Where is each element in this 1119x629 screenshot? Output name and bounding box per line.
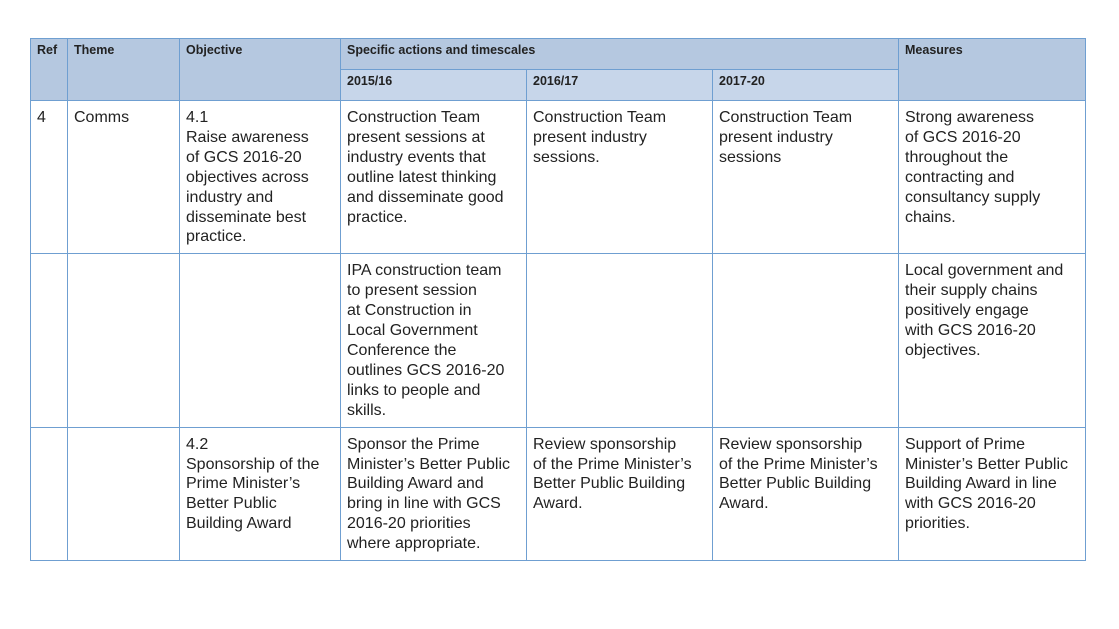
cell-action-2016-17: Review sponsorship of the Prime Minister’s Better Public Building Award. xyxy=(527,427,713,560)
header-theme: Theme xyxy=(68,39,180,101)
table-row xyxy=(31,101,1086,254)
table-row xyxy=(31,254,1086,427)
cell-action-2015-16: Construction Team present sessions at industry events that outline latest thinking and disseminate good practice. xyxy=(341,101,527,254)
cell-ref: 4 xyxy=(31,101,68,254)
cell-action-2016-17: Construction Team present industry sessions. xyxy=(527,101,713,254)
cell-objective: 4.1 Raise awareness of GCS 2016-20 objectives across industry and disseminate best practice. xyxy=(180,101,341,254)
cell-measures: Strong awareness of GCS 2016-20 throughout the contracting and consultancy supply chains. xyxy=(899,101,1086,254)
header-period-2017-20: 2017-20 xyxy=(713,70,899,101)
cell-action-2015-16: IPA construction team to present session at Construction in Local Government Conference the outlines GCS 2016-20 links to people and skills. xyxy=(341,254,527,427)
cell-measures: Support of Prime Minister’s Better Public Building Award in line with GCS 2016-20 priorities. xyxy=(899,427,1086,560)
cell-action-2015-16: Sponsor the Prime Minister’s Better Public Building Award and bring in line with GCS 2016-20 priorities where appropriate. xyxy=(341,427,527,560)
cell-action-2017-20: Construction Team present industry sessions xyxy=(713,101,899,254)
table-row xyxy=(31,427,1086,560)
table-header xyxy=(31,39,1086,101)
cell-theme xyxy=(68,254,180,427)
objectives-table xyxy=(30,38,1086,561)
cell-objective xyxy=(180,254,341,427)
header-measures: Measures xyxy=(899,39,1086,101)
cell-action-2016-17 xyxy=(527,254,713,427)
header-period-2016-17: 2016/17 xyxy=(527,70,713,101)
cell-objective: 4.2 Sponsorship of the Prime Minister’s Better Public Building Award xyxy=(180,427,341,560)
cell-ref xyxy=(31,427,68,560)
cell-theme xyxy=(68,427,180,560)
cell-measures: Local government and their supply chains positively engage with GCS 2016-20 objectives. xyxy=(899,254,1086,427)
header-ref: Ref xyxy=(31,39,68,101)
cell-ref xyxy=(31,254,68,427)
cell-action-2017-20: Review sponsorship of the Prime Minister’s Better Public Building Award. xyxy=(713,427,899,560)
header-period-2015-16: 2015/16 xyxy=(341,70,527,101)
header-actions-group: Specific actions and timescales xyxy=(341,39,899,70)
cell-action-2017-20 xyxy=(713,254,899,427)
header-objective: Objective xyxy=(180,39,341,101)
cell-theme: Comms xyxy=(68,101,180,254)
